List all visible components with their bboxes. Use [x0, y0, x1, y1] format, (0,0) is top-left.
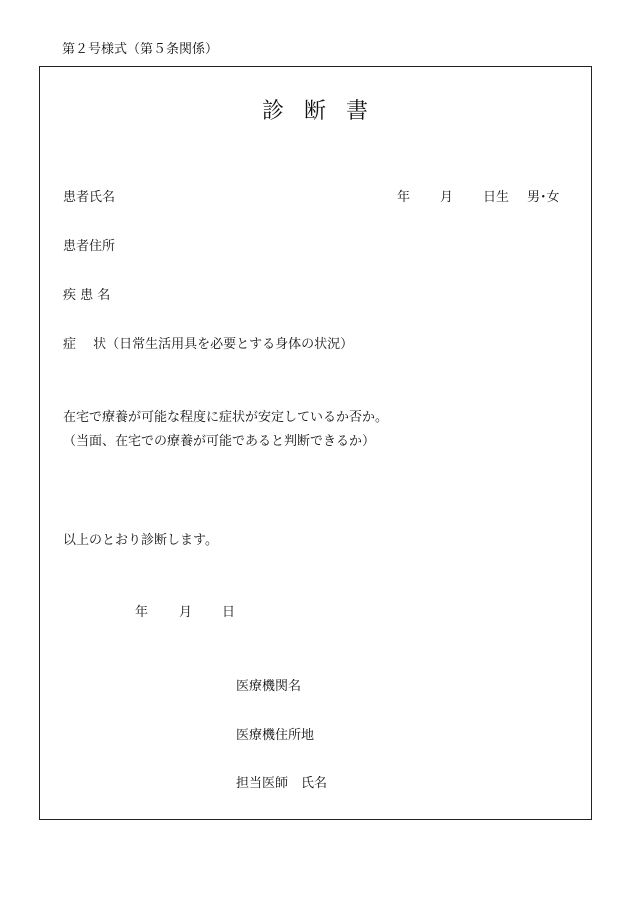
form-number: 第２号様式（第５条関係） [62, 42, 219, 57]
birth-day-label: 日生 [483, 190, 510, 205]
birth-month-label: 月 [440, 190, 454, 205]
patient-address-label: 患者住所 [63, 239, 116, 254]
document-title: 診断書 [261, 99, 388, 124]
homecare-note: （当面、在宅での療養が可能であると判断できるか） [63, 434, 376, 449]
patient-name-label: 患者氏名 [63, 190, 116, 205]
doctor-name-label: 担当医師 氏名 [236, 776, 328, 791]
institution-name-label: 医療機関名 [236, 679, 302, 694]
diagnosis-statement: 以上のとおり診断します。 [63, 533, 218, 548]
symptoms-label: 症 状（日常生活用具を必要とする身体の状況） [63, 337, 354, 352]
date-day-label: 日 [222, 605, 236, 620]
sex-label: 男･女 [527, 190, 560, 205]
birth-year-label: 年 [397, 190, 411, 205]
institution-address-label: 医療機住所地 [236, 728, 315, 743]
date-year-label: 年 [135, 605, 149, 620]
disease-name-label: 疾 患 名 [63, 288, 111, 303]
homecare-question: 在宅で療養が可能な程度に症状が安定しているか否か。 [63, 410, 389, 425]
date-month-label: 月 [179, 605, 193, 620]
